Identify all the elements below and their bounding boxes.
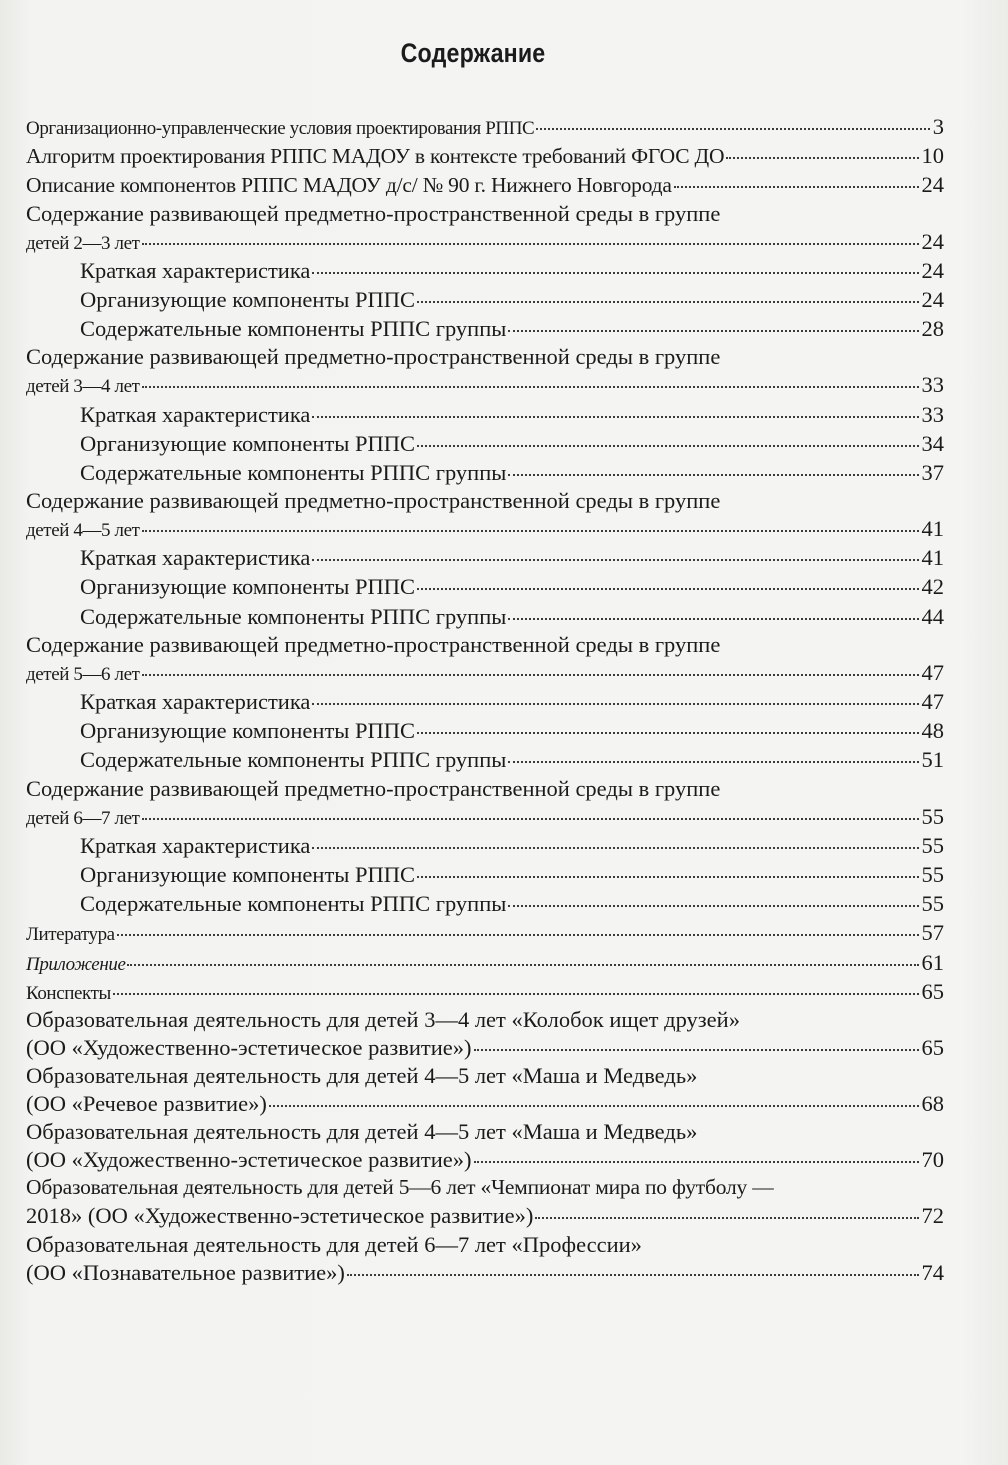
toc-entry-title: Содержание развивающей предметно-пространственной среды в группе [26,631,721,657]
toc-subentry [26,572,944,601]
toc-entry-title-cont: (ОО «Художественно-эстетическое развитие») [26,1034,472,1060]
toc-entry [26,141,944,170]
toc-entry-title: Содержательные компоненты РППС группы [80,459,507,485]
dot-leader [142,530,919,532]
dot-leader [417,445,918,447]
toc-subentry [26,687,944,716]
toc-page-number: 55 [921,861,944,887]
toc-entry [26,1231,944,1287]
toc-page-number: 41 [921,516,944,542]
toc-entry-title-cont: (ОО «Речевое развитие») [26,1091,267,1117]
dot-leader [142,386,919,388]
dot-leader [508,474,918,476]
toc-entry-title-cont: детей 6—7 лет [26,807,140,829]
dot-leader [113,993,919,995]
toc-page-number: 3 [932,114,944,139]
toc-entry-title: Содержательные компоненты РППС группы [80,747,507,773]
toc-page-number: 55 [921,803,944,829]
dot-leader [312,416,918,418]
toc-page-number: 41 [921,545,944,571]
toc-entry-title: Организационно-управленческие условия проектирования РППС [26,118,535,139]
toc-entry-title: Организующие компоненты РППС [80,718,416,744]
toc-entry [26,918,944,947]
toc-subentry [26,831,944,860]
toc-page-number: 74 [921,1259,944,1285]
toc-page-number: 42 [921,574,944,600]
dot-leader [312,272,918,274]
toc-entry-title: Содержательные компоненты РППС группы [80,603,507,629]
dot-leader [417,876,918,878]
dot-leader [269,1105,919,1107]
toc-page-number: 24 [921,286,944,312]
dot-leader [142,674,919,676]
toc-entry-title: Содержание развивающей предметно-пространственной среды в группе [26,344,721,370]
dot-leader [674,186,919,188]
toc-page-number: 57 [921,920,944,946]
toc-subentry [26,860,944,889]
toc-subentry [26,745,944,774]
toc-entry-title: Литература [26,924,115,946]
page-title: Содержание [400,38,546,68]
dot-leader [417,588,918,590]
toc-entry-title-cont: 2018» (ОО «Художественно-эстетическое развитие») [26,1203,534,1229]
toc-entry-title: Приложение [26,953,126,975]
toc-entry [26,112,944,141]
toc-subentry [26,543,944,572]
dot-leader [117,934,919,936]
toc-page-number: 72 [921,1203,944,1229]
toc-entry-title: Содержание развивающей предметно-пространственной среды в группе [26,200,721,226]
toc-page-number: 47 [921,659,944,685]
toc-entry-title: Краткая характеристика [80,832,311,858]
toc-entry [26,1118,944,1174]
toc-page-number: 33 [921,401,944,427]
toc-page-number: 24 [921,228,944,254]
toc-entry-title: Содержательные компоненты РППС группы [80,316,507,342]
toc-page-number: 24 [921,257,944,283]
toc-entry-title: Образовательная деятельность для детей 6—7 лет «Профессии» [26,1231,642,1257]
toc-page-number: 65 [921,978,944,1004]
toc-entry [26,948,944,977]
dot-leader [347,1274,919,1276]
toc-page-number: 24 [921,172,944,198]
toc-entry [26,1006,944,1062]
toc-entry [26,487,944,543]
toc-entry-title: Содержание развивающей предметно-пространственной среды в группе [26,775,721,801]
dot-leader [312,703,918,705]
toc-entry [26,1062,944,1118]
toc-entry-title: Организующие компоненты РППС [80,430,416,456]
toc-entry-title-cont: детей 4—5 лет [26,520,140,542]
toc-page-number: 55 [921,832,944,858]
toc-page-number: 10 [921,143,944,169]
dot-leader [312,559,918,561]
dot-leader [536,128,929,130]
toc-entry-title-cont: детей 2—3 лет [26,232,140,254]
toc-entry-title: Конспекты [26,982,111,1004]
toc-subentry [26,429,944,458]
toc-entry [26,775,944,831]
toc-entry-title: Алгоритм проектирования РППС МАДОУ в контексте требований ФГОС ДО [26,144,725,169]
toc-entry-title: Образовательная деятельность для детей 3—4 лет «Колобок ищет друзей» [26,1006,740,1032]
toc-entry-title: Краткая характеристика [80,401,311,427]
toc-entry-title: Описание компонентов РППС МАДОУ д/с/ № 90 г. Нижнего Новгорода [26,173,672,198]
toc-page-number: 44 [921,603,944,629]
dot-leader [508,618,918,620]
toc-page-number: 37 [921,459,944,485]
toc-entry-title: Организующие компоненты РППС [80,861,416,887]
toc-entry-title-cont: детей 3—4 лет [26,376,140,398]
dot-leader [474,1049,919,1051]
toc-subentry [26,716,944,745]
table-of-contents [26,112,944,1287]
toc-page-number: 55 [921,891,944,917]
toc-page-number: 48 [921,718,944,744]
toc-entry-title-cont: (ОО «Познавательное развитие») [26,1259,345,1285]
toc-entry-title-cont: детей 5—6 лет [26,663,140,685]
dot-leader [508,761,918,763]
toc-entry-title: Образовательная деятельность для детей 5—6 лет «Чемпионат мира по футболу — [26,1175,774,1200]
toc-page-number: 61 [921,949,944,975]
toc-page-number: 47 [921,689,944,714]
dot-leader [535,1217,918,1219]
dot-leader [508,330,918,332]
toc-subentry [26,602,944,631]
toc-page-number: 34 [921,430,944,456]
toc-entry [26,200,944,256]
dot-leader [142,818,919,820]
dot-leader [726,157,918,159]
toc-page-number: 51 [921,747,944,773]
toc-entry-title: Содержание развивающей предметно-пространственной среды в группе [26,488,721,514]
toc-entry-title: Организующие компоненты РППС [80,574,416,600]
dot-leader [508,905,918,907]
toc-entry-title: Образовательная деятельность для детей 4—5 лет «Маша и Медведь» [26,1063,698,1089]
toc-page-number: 65 [921,1034,944,1060]
toc-subentry [26,256,944,285]
toc-page-number: 33 [921,372,944,398]
dot-leader [417,301,918,303]
toc-entry-title-cont: (ОО «Художественно-эстетическое развитие») [26,1147,472,1173]
toc-subentry [26,400,944,429]
toc-entry-title: Краткая характеристика [80,545,311,571]
toc-entry [26,170,944,199]
toc-entry-title: Краткая характеристика [80,257,311,283]
toc-page-number: 70 [921,1147,944,1173]
toc-entry [26,631,944,687]
dot-leader [142,243,919,245]
dot-leader [312,847,918,849]
toc-subentry [26,314,944,343]
toc-subentry [26,458,944,487]
toc-entry-title: Образовательная деятельность для детей 4—5 лет «Маша и Медведь» [26,1119,698,1145]
toc-entry-title: Краткая характеристика [80,689,311,714]
toc-page-number: 28 [921,316,944,342]
toc-entry [26,1174,944,1230]
dot-leader [417,732,918,734]
toc-entry [26,343,944,399]
toc-subentry [26,285,944,314]
toc-entry-title: Организующие компоненты РППС [80,286,416,312]
dot-leader [127,964,918,966]
dot-leader [474,1161,919,1163]
toc-page-number: 68 [921,1091,944,1117]
toc-subentry [26,889,944,918]
toc-entry [26,977,944,1006]
toc-entry-title: Содержательные компоненты РППС группы [80,891,507,917]
